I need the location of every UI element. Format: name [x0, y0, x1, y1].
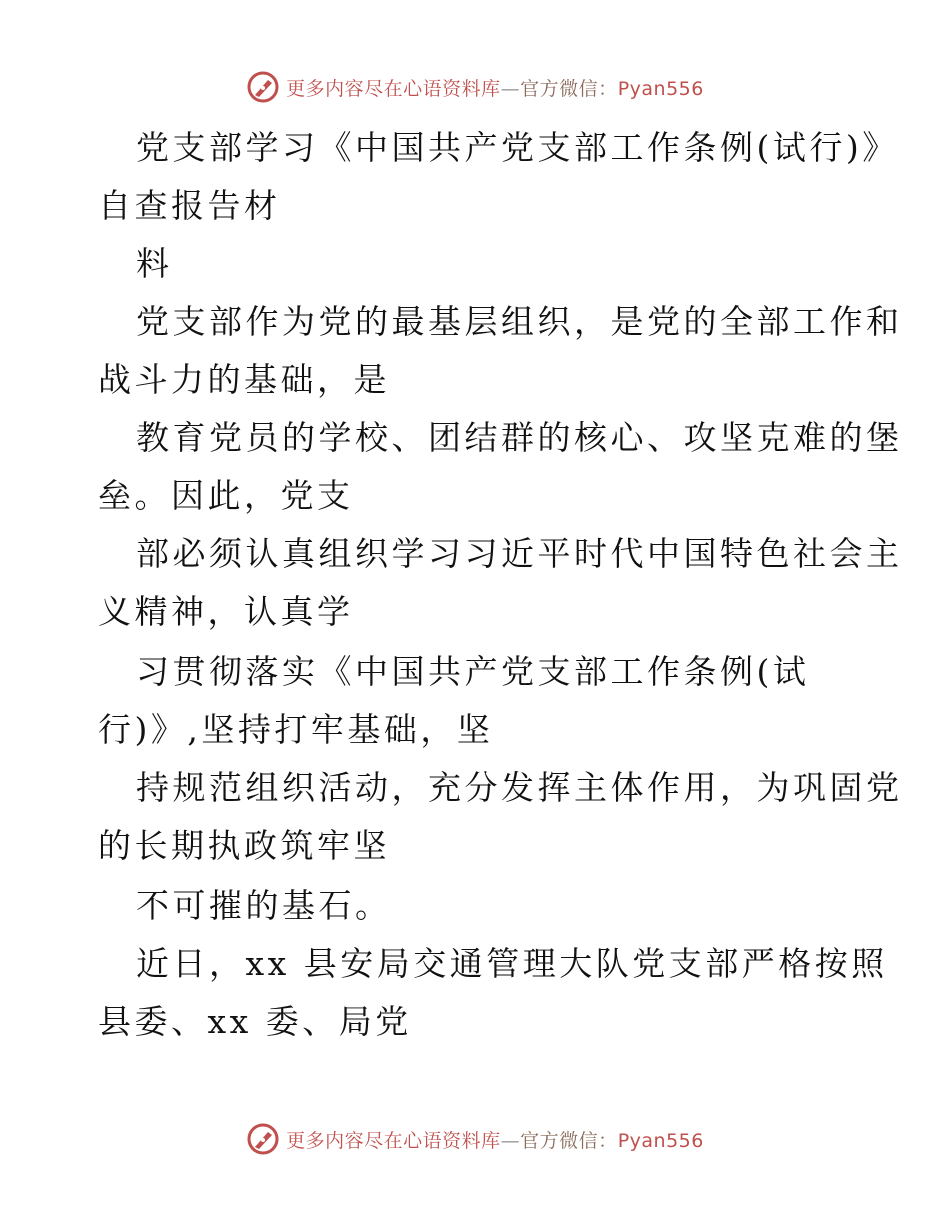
paragraph-line: 战斗力的基础，是 — [98, 360, 390, 399]
watermark-dash: — — [500, 77, 521, 100]
footer-watermark — [0, 1122, 950, 1156]
pen-logo-icon — [246, 1122, 280, 1156]
paragraph-line: 义精神，认真学 — [98, 592, 354, 631]
watermark-wechat-id: Pyan556 — [617, 77, 704, 100]
doc-title-line-2: 自查报告材 — [98, 186, 281, 225]
watermark-wechat-id: Pyan556 — [617, 1129, 704, 1152]
paragraph-line: 垒。因此，党支 — [98, 476, 354, 515]
paragraph-line: 习贯彻落实《中国共产党支部工作条例(试 — [136, 652, 810, 691]
doc-title-line-1: 党支部学习《中国共产党支部工作条例(试行)》 — [136, 128, 899, 167]
paragraph-line: 行)》,坚持打牢基础，坚 — [98, 710, 494, 749]
paragraph-line: 教育党员的学校、团结群的核心、攻坚克难的堡 — [136, 418, 903, 457]
doc-title-line-3: 料 — [136, 244, 173, 283]
watermark-wechat-label: 官方微信： — [520, 77, 618, 100]
paragraph-line: 近日，xx 县安局交通管理大队党支部严格按照 — [136, 944, 888, 983]
paragraph-line: 不可摧的基石。 — [136, 886, 392, 925]
watermark-dash: — — [500, 1129, 521, 1152]
watermark-text — [286, 1126, 704, 1153]
paragraph-line: 持规范组织活动，充分发挥主体作用，为巩固党 — [136, 768, 903, 807]
paragraph-line: 县委、xx 委、局党 — [98, 1002, 412, 1041]
watermark-main-text: 更多内容尽在心语资料库 — [286, 77, 501, 100]
paragraph-line: 部必须认真组织学习习近平时代中国特色社会主 — [136, 534, 903, 573]
watermark-main-text: 更多内容尽在心语资料库 — [286, 1129, 501, 1152]
paragraph-line: 的长期执政筑牢坚 — [98, 826, 390, 865]
watermark-wechat-label: 官方微信： — [520, 1129, 618, 1152]
paragraph-line: 党支部作为党的最基层组织，是党的全部工作和 — [136, 302, 903, 341]
